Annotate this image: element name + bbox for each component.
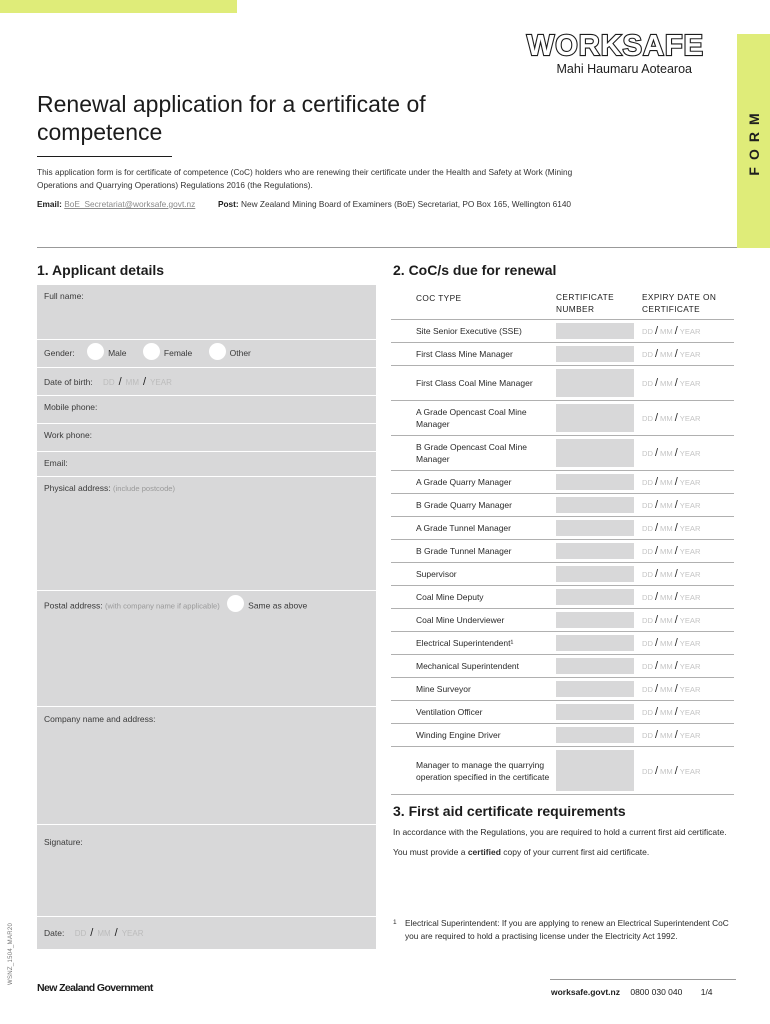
nz-government-logo: New Zealand Government	[37, 982, 153, 994]
coc-row	[391, 563, 734, 586]
date-label: Date:	[44, 928, 65, 938]
expiry-date-input[interactable]: DD / MM / YEAR	[642, 545, 701, 557]
dob-field[interactable]: Date of birth: DD / MM / YEAR	[37, 368, 376, 396]
expiry-month-placeholder: MM	[660, 639, 673, 648]
coc-row	[391, 678, 734, 701]
footer-divider	[550, 979, 736, 980]
expiry-date-input[interactable]: DD / MM / YEAR	[642, 683, 701, 695]
expiry-year-placeholder: YEAR	[679, 685, 701, 694]
expiry-month-placeholder: MM	[660, 478, 673, 487]
expiry-date-input[interactable]: DD / MM / YEAR	[642, 325, 701, 337]
expiry-day-placeholder: DD	[642, 524, 653, 533]
coc-type-label: A Grade Tunnel Manager	[416, 523, 511, 533]
date-day-placeholder: DD	[74, 929, 87, 938]
expiry-month-placeholder: MM	[660, 593, 673, 602]
expiry-month-placeholder: MM	[660, 414, 673, 423]
dob-month-placeholder: MM	[125, 378, 139, 387]
coc-type-label: Site Senior Executive (SSE)	[416, 326, 522, 336]
expiry-year-placeholder: YEAR	[679, 379, 701, 388]
email-field[interactable]	[37, 452, 376, 477]
postal-address-field[interactable]	[37, 591, 376, 707]
form-code: WSNZ_1504_MAR20	[8, 922, 14, 985]
coc-row	[391, 540, 734, 563]
date-field[interactable]: Date: DD / MM / YEAR	[37, 917, 376, 949]
expiry-day-placeholder: DD	[642, 570, 653, 579]
dob-label: Date of birth:	[44, 377, 93, 387]
certified-emphasis: certified	[467, 847, 501, 857]
expiry-date-input[interactable]: DD / MM / YEAR	[642, 348, 701, 360]
expiry-month-placeholder: MM	[660, 616, 673, 625]
coc-row	[391, 401, 734, 436]
expiry-day-placeholder: DD	[642, 327, 653, 336]
certificate-number-input[interactable]	[556, 323, 634, 339]
expiry-day-placeholder: DD	[642, 501, 653, 510]
first-aid-section-heading: 3. First aid certificate requirements	[393, 803, 626, 819]
expiry-year-placeholder: YEAR	[679, 524, 701, 533]
expiry-date-input[interactable]: DD / MM / YEAR	[642, 729, 701, 741]
coc-row	[391, 632, 734, 655]
expiry-year-placeholder: YEAR	[679, 708, 701, 717]
page-number: 1/4	[700, 987, 713, 997]
coc-row	[391, 320, 734, 343]
expiry-date-input[interactable]: DD / MM / YEAR	[642, 764, 701, 777]
postal-address-label: Postal address:	[44, 600, 103, 611]
coc-row	[391, 343, 734, 366]
header-divider	[37, 247, 737, 248]
expiry-year-placeholder: YEAR	[679, 731, 701, 740]
applicant-section-heading: 1. Applicant details	[37, 262, 165, 278]
coc-type-label: B Grade Quarry Manager	[416, 500, 512, 510]
physical-address-label: Physical address:	[44, 483, 111, 493]
email-label: Email:	[37, 199, 62, 209]
footer-phone: 0800 030 040	[630, 987, 683, 997]
work-phone-field[interactable]	[37, 424, 376, 452]
expiry-year-placeholder: YEAR	[679, 616, 701, 625]
mobile-phone-label: Mobile phone:	[44, 402, 98, 412]
coc-type-label: Coal Mine Deputy	[416, 592, 484, 602]
post-label: Post:	[217, 199, 239, 209]
expiry-day-placeholder: DD	[642, 593, 653, 602]
coc-type-label: First Class Mine Manager	[416, 349, 513, 359]
coc-row	[391, 586, 734, 609]
expiry-year-placeholder: YEAR	[679, 639, 701, 648]
expiry-month-placeholder: MM	[660, 570, 673, 579]
expiry-day-placeholder: DD	[642, 662, 653, 671]
coc-type-label: Electrical Superintendent¹	[416, 638, 514, 648]
expiry-year-placeholder: YEAR	[679, 662, 701, 671]
expiry-day-placeholder: DD	[642, 547, 653, 556]
coc-row	[391, 366, 734, 401]
full-name-field[interactable]	[37, 285, 376, 340]
expiry-day-placeholder: DD	[642, 685, 653, 694]
page-title: Renewal application for a certificate of competence	[37, 91, 426, 145]
expiry-date-input[interactable]: DD / MM / YEAR	[642, 522, 701, 534]
expiry-day-placeholder: DD	[642, 414, 653, 423]
expiry-date-input[interactable]: DD / MM / YEAR	[642, 637, 701, 649]
certificate-number-input[interactable]	[556, 704, 634, 720]
first-aid-text	[393, 826, 738, 858]
coc-row	[391, 609, 734, 632]
certificate-number-input[interactable]	[556, 635, 634, 651]
company-address-label: Company name and address:	[44, 714, 156, 724]
form-tab-label: FORM	[745, 106, 762, 176]
coc-row	[391, 494, 734, 517]
coc-row	[391, 517, 734, 540]
certificate-number-input[interactable]	[556, 497, 634, 513]
first-aid-para-1: In accordance with the Regulations, you are required to hold a current first aid certificate.	[393, 827, 727, 837]
coc-type-label: B Grade Tunnel Manager	[416, 546, 512, 556]
certificate-number-input[interactable]	[556, 566, 634, 582]
expiry-month-placeholder: MM	[660, 501, 673, 510]
coc-row	[391, 724, 734, 747]
gender-other-label: Other	[229, 347, 251, 358]
coc-type-label: A Grade Quarry Manager	[416, 477, 512, 487]
dob-year-placeholder: YEAR	[150, 378, 172, 387]
certificate-number-input[interactable]	[556, 681, 634, 697]
expiry-year-placeholder: YEAR	[679, 449, 701, 458]
expiry-day-placeholder: DD	[642, 731, 653, 740]
expiry-date-input[interactable]: DD / MM / YEAR	[642, 447, 701, 459]
expiry-year-placeholder: YEAR	[679, 350, 701, 359]
expiry-day-placeholder: DD	[642, 379, 653, 388]
expiry-month-placeholder: MM	[660, 685, 673, 694]
coc-type-label: First Class Coal Mine Manager	[416, 378, 533, 388]
work-phone-label: Work phone:	[44, 430, 93, 440]
expiry-day-placeholder: DD	[642, 350, 653, 359]
expiry-month-placeholder: MM	[660, 524, 673, 533]
gender-other-radio[interactable]	[209, 343, 226, 360]
postal-address-hint: (with company name if applicable)	[104, 601, 220, 611]
date-month-placeholder: MM	[97, 929, 111, 938]
certificate-number-input[interactable]	[556, 658, 634, 674]
expiry-year-placeholder: YEAR	[679, 327, 701, 336]
page-footer	[551, 987, 713, 997]
expiry-month-placeholder: MM	[660, 662, 673, 671]
certificate-number-input[interactable]	[556, 543, 634, 559]
gender-label: Gender:	[44, 347, 75, 358]
footnote-text: Electrical Superintendent: If you are applying to renew an Electrical Superintendent CoC you are required to hold a practising license under the Electricity Act 1992.	[405, 918, 729, 941]
post-address: New Zealand Mining Board of Examiners (BoE) Secretariat, PO Box 165, Wellington 6140	[241, 199, 572, 209]
expiry-year-placeholder: YEAR	[679, 478, 701, 487]
expiry-day-placeholder: DD	[642, 478, 653, 487]
certificate-number-input[interactable]	[556, 474, 634, 490]
contact-line	[37, 199, 571, 209]
expiry-date-header: EXPIRY DATE ON CERTIFICATE	[642, 292, 717, 314]
coc-type-label: Mechanical Superintendent	[416, 661, 520, 671]
expiry-day-placeholder: DD	[642, 639, 653, 648]
certificate-number-input[interactable]	[556, 727, 634, 743]
coc-type-label: Ventilation Officer	[416, 707, 483, 717]
coc-type-header: COC TYPE	[416, 293, 462, 303]
footnote-marker: 1	[393, 919, 397, 926]
expiry-date-input[interactable]: DD / MM / YEAR	[642, 660, 701, 672]
expiry-month-placeholder: MM	[660, 350, 673, 359]
expiry-month-placeholder: MM	[660, 731, 673, 740]
mobile-phone-field[interactable]	[37, 396, 376, 424]
footnote	[393, 917, 738, 942]
expiry-day-placeholder: DD	[642, 708, 653, 717]
coc-section-heading: 2. CoC/s due for renewal	[393, 262, 557, 278]
title-divider	[37, 156, 172, 157]
coc-type-label: Manager to manage the quarrying operation specified in the certificate	[416, 759, 550, 782]
same-as-above-label: Same as above	[248, 600, 308, 611]
certificate-number-input[interactable]	[556, 520, 634, 536]
expiry-year-placeholder: YEAR	[679, 414, 701, 423]
applicant-details	[37, 285, 376, 949]
email-link[interactable]: BoE_Secretariat@worksafe.govt.nz	[64, 199, 196, 209]
certificate-number-input[interactable]	[556, 589, 634, 605]
certificate-number-input[interactable]	[556, 612, 634, 628]
logo-wordmark: WORKSAFE	[526, 30, 704, 62]
certificate-number-input[interactable]	[556, 346, 634, 362]
company-address-field[interactable]	[37, 707, 376, 825]
expiry-date-input[interactable]: DD / MM / YEAR	[642, 614, 701, 626]
coc-row	[391, 747, 734, 795]
expiry-month-placeholder: MM	[660, 708, 673, 717]
logo-tagline: Mahi Haumaru Aotearoa	[556, 62, 692, 76]
gender-female-label: Female	[163, 347, 193, 358]
expiry-month-placeholder: MM	[660, 327, 673, 336]
coc-type-label: Supervisor	[416, 569, 457, 579]
coc-row	[391, 655, 734, 678]
coc-row	[391, 436, 734, 471]
coc-type-label: Coal Mine Underviewer	[416, 615, 505, 625]
same-as-above-radio[interactable]	[227, 595, 244, 612]
certificate-number-header: CERTIFICATE NUMBER	[556, 285, 634, 319]
expiry-day-placeholder: DD	[642, 449, 653, 458]
coc-table	[391, 285, 734, 795]
dob-day-placeholder: DD	[103, 378, 115, 387]
expiry-day-placeholder: DD	[642, 616, 653, 625]
expiry-date-input[interactable]: DD / MM / YEAR	[642, 412, 701, 424]
expiry-year-placeholder: YEAR	[679, 501, 701, 510]
intro-text: This application form is for certificate of competence (CoC) holders who are renewing their certificate under the Health and Safety at Work (Mining Operations and Quarrying Operations) Regulations 2016 (the Regulations).	[37, 167, 573, 190]
expiry-year-placeholder: YEAR	[679, 570, 701, 579]
date-year-placeholder: YEAR	[121, 929, 144, 938]
physical-address-hint: (include postcode)	[113, 484, 176, 493]
expiry-month-placeholder: MM	[660, 766, 673, 776]
expiry-month-placeholder: MM	[660, 547, 673, 556]
top-accent-bar	[0, 0, 237, 13]
expiry-date-input[interactable]: DD / MM / YEAR	[642, 568, 701, 580]
expiry-date-input[interactable]: DD / MM / YEAR	[642, 377, 701, 389]
form-side-tab	[737, 34, 770, 248]
gender-female-radio[interactable]	[143, 343, 160, 360]
coc-type-label: A Grade Opencast Coal Mine Manager	[416, 407, 527, 429]
expiry-year-placeholder: YEAR	[679, 547, 701, 556]
expiry-date-input[interactable]: DD / MM / YEAR	[642, 499, 701, 511]
expiry-year-placeholder: YEAR	[679, 766, 701, 776]
signature-field[interactable]	[37, 825, 376, 917]
physical-address-field[interactable]	[37, 477, 376, 591]
expiry-month-placeholder: MM	[660, 379, 673, 388]
certificate-number-input[interactable]	[556, 439, 634, 467]
certificate-number-input[interactable]	[556, 369, 634, 397]
footer-website[interactable]: worksafe.govt.nz	[551, 987, 620, 997]
expiry-date-input[interactable]: DD / MM / YEAR	[642, 591, 701, 603]
coc-table-header	[391, 285, 734, 320]
email-field-label: Email:	[44, 458, 68, 468]
certificate-number-input[interactable]	[556, 404, 634, 432]
gender-male-label: Male	[108, 347, 127, 358]
coc-row	[391, 471, 734, 494]
expiry-month-placeholder: MM	[660, 449, 673, 458]
full-name-label: Full name:	[44, 291, 84, 301]
coc-table-body	[391, 320, 734, 795]
coc-row	[391, 701, 734, 724]
worksafe-logo	[527, 30, 704, 76]
signature-label: Signature:	[44, 837, 83, 847]
gender-male-radio[interactable]	[87, 343, 104, 360]
expiry-year-placeholder: YEAR	[679, 593, 701, 602]
expiry-date-input[interactable]: DD / MM / YEAR	[642, 476, 701, 488]
certificate-number-input[interactable]	[556, 750, 634, 791]
coc-type-label: B Grade Opencast Coal Mine Manager	[416, 442, 528, 464]
gender-field	[37, 340, 376, 368]
coc-type-label: Winding Engine Driver	[416, 730, 501, 740]
expiry-day-placeholder: DD	[642, 766, 653, 776]
expiry-date-input[interactable]: DD / MM / YEAR	[642, 706, 701, 718]
coc-type-label: Mine Surveyor	[416, 684, 471, 694]
first-aid-para-2: You must provide a certified copy of your current first aid certificate.	[393, 847, 650, 857]
